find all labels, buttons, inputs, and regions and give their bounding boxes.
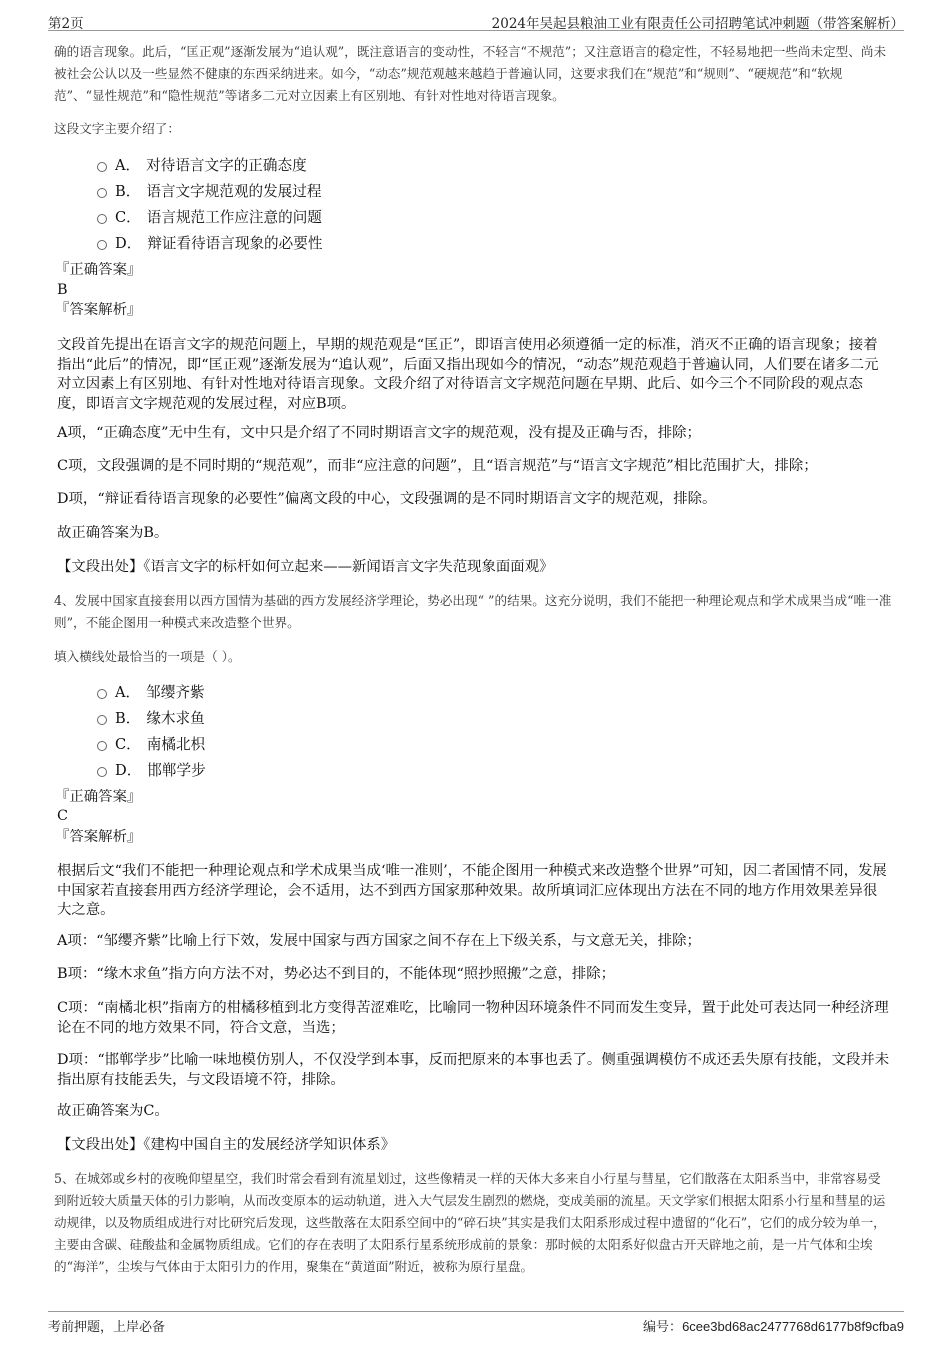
q4-option-a[interactable]: A． 邹缨齐紫 [97,683,205,703]
q3-analysis-d: D项，“辩证看待语言现象的必要性”偏离文段的中心，文段强调的是不同时期语言文字的规范观，排除。 [57,491,717,507]
document-code [643,1316,904,1335]
document-title: 2024年吴起县粮油工业有限责任公司招聘笔试冲刺题（带答案解析） [491,16,904,32]
q4-option-d[interactable]: D． 邯郸学步 [97,761,206,781]
page-header [48,8,904,31]
radio-icon[interactable] [97,188,107,198]
q4-stem: 4、发展中国家直接套用以西方国情为基础的西方发展经济学理论，势必出现“ ”的结果。这充分说明，我们不能把一种理论观点和学术成果当成“唯一准则”，不能企图用一种模式来改造整个世界。 [54,593,892,630]
q3-analysis-a: A项，“正确态度”无中生有，文中只是介绍了不同时期语言文字的规范观，没有提及正确与否，排除； [57,425,701,441]
q4-analysis-label: 『答案解析』 [55,829,142,845]
q3-source: 【文段出处】《语言文字的标杆如何立起来——新闻语言文字失范现象面面观》 [57,559,554,575]
code-value: 6cee3bd68ac2477768d6177b8f9cfba9 [682,1319,904,1334]
q3-answer: B [57,282,68,298]
q4-question: 填入横线处最恰当的一项是（ ）。 [54,649,241,664]
radio-icon[interactable] [97,214,107,224]
q3-option-c[interactable]: C． 语言规范工作应注意的问题 [97,208,322,228]
page-footer [48,1311,904,1334]
q3-analysis-c: C项，文段强调的是不同时期的“规范观”，而非“应注意的问题”，且“语言规范”与“语言文字规范”相比范围扩大，排除； [57,458,818,474]
radio-icon[interactable] [97,240,107,250]
q3-question: 这段文字主要介绍了： [54,121,180,136]
radio-icon[interactable] [97,741,107,751]
q4-conclusion: 故正确答案为C。 [57,1103,169,1119]
footer-slogan: 考前押题，上岸必备 [48,1320,166,1335]
q4-answer-label: 『正确答案』 [55,789,142,805]
q3-option-d[interactable]: D． 辩证看待语言现象的必要性 [97,234,322,254]
q4-analysis-main: 根据后文“我们不能把一种理论观点和学术成果当成‘唯一准则’，不能企图用一种模式来改造整个世界”可知，因二者国情不同，发展中国家若直接套用西方经济学理论，会不适用，达不到西方国家那种效果。故所填词汇应体现出方法在不同的地方作用效果差异很大之意。 [57,863,887,918]
code-label: 编号： [643,1320,683,1335]
radio-icon[interactable] [97,715,107,725]
q3-option-a[interactable]: A． 对待语言文字的正确态度 [97,156,307,176]
page-number: 第2页 [48,16,84,32]
radio-icon[interactable] [97,767,107,777]
q4-option-c[interactable]: C． 南橘北枳 [97,735,205,755]
q3-answer-label: 『正确答案』 [55,262,142,278]
q3-option-b[interactable]: B． 语言文字规范观的发展过程 [97,182,321,202]
q4-analysis-b: B项：“缘木求鱼”指方向方法不对，势必达不到目的，不能体现“照抄照搬”之意，排除； [57,966,616,982]
radio-icon[interactable] [97,162,107,172]
q3-analysis-label: 『答案解析』 [55,302,142,318]
q3-analysis-main: 文段首先提出在语言文字的规范问题上，早期的规范观是“匡正”，即语言使用必须遵循一定的标准，消灭不正确的语言现象；接着指出“此后”的情况，即“匡正观”逐渐发展为“追认观”，后面又指出现如今的情况，“动态”规范观趋于普遍认同，人们要在诸多二元对立因素上有区别地、有针对性地对待语言现象。文段介绍了对待语言文字规范问题在早期、此后、如今三个不同阶段的观点态度，即语言文字规范观的发展过程，对应B项。 [57,337,879,412]
q4-source: 【文段出处】《建构中国自主的发展经济学知识体系》 [57,1137,396,1153]
q4-option-b[interactable]: B． 缘木求鱼 [97,709,205,729]
q4-analysis-d: D项：“邯郸学步”比喻一味地模仿别人，不仅没学到本事，反而把原来的本事也丢了。侧重强调模仿不成还丢失原有技能，文段并未指出原有技能丢失，与文段语境不符，排除。 [57,1052,890,1088]
q4-analysis-c: C项：“南橘北枳”指南方的柑橘移植到北方变得苦涩难吃，比喻同一物种因环境条件不同而发生变异，置于此处可表达同一种经济理论在不同的地方效果不同，符合文意，当选； [57,1000,889,1036]
q3-passage: 确的语言现象。此后，“匡正观”逐渐发展为“追认观”，既注意语言的变动性，不轻言“不规范”；又注意语言的稳定性，不轻易地把一些尚未定型、尚未被社会公认以及一些显然不健康的东西采纳进来。如今，“动态”规范观越来越趋于普遍认同，这要求我们在“规范”和“规则”、“硬规范”和“软规范”、“显性规范”和“隐性规范”等诸多二元对立因素上有区别地、有针对性地对待语言现象。 [54,44,887,103]
q4-answer: C [57,808,69,824]
radio-icon[interactable] [97,689,107,699]
q3-conclusion: 故正确答案为B。 [57,525,169,541]
q5-stem: 5、在城郊或乡村的夜晚仰望星空，我们时常会看到有流星划过，这些像精灵一样的天体大多来自小行星与彗星，它们散落在太阳系当中，非常容易受到附近较大质量天体的引力影响，从而改变原本的运动轨道，进入大气层发生剧烈的燃烧，变成美丽的流星。天文学家们根据太阳系小行星和彗星的运动规律，以及物质组成进行对比研究后发现，这些散落在太阳系空间中的“碎石块”其实是我们太阳系形成过程中遗留的“化石”，它们的成分较为单一，主要由含碳、硅酸盐和金属物质组成。它们的存在表明了太阳系行星系统形成前的景象：那时候的太阳系好似盘古开天辟地之前，是一片气体和尘埃的“海洋”，尘埃与气体由于太阳引力的作用，聚集在“黄道面”附近，被称为原行星盘。 [54,1171,886,1274]
q4-analysis-a: A项：“邹缨齐紫”比喻上行下效，发展中国家与西方国家之间不存在上下级关系，与文意无关，排除； [57,933,701,949]
